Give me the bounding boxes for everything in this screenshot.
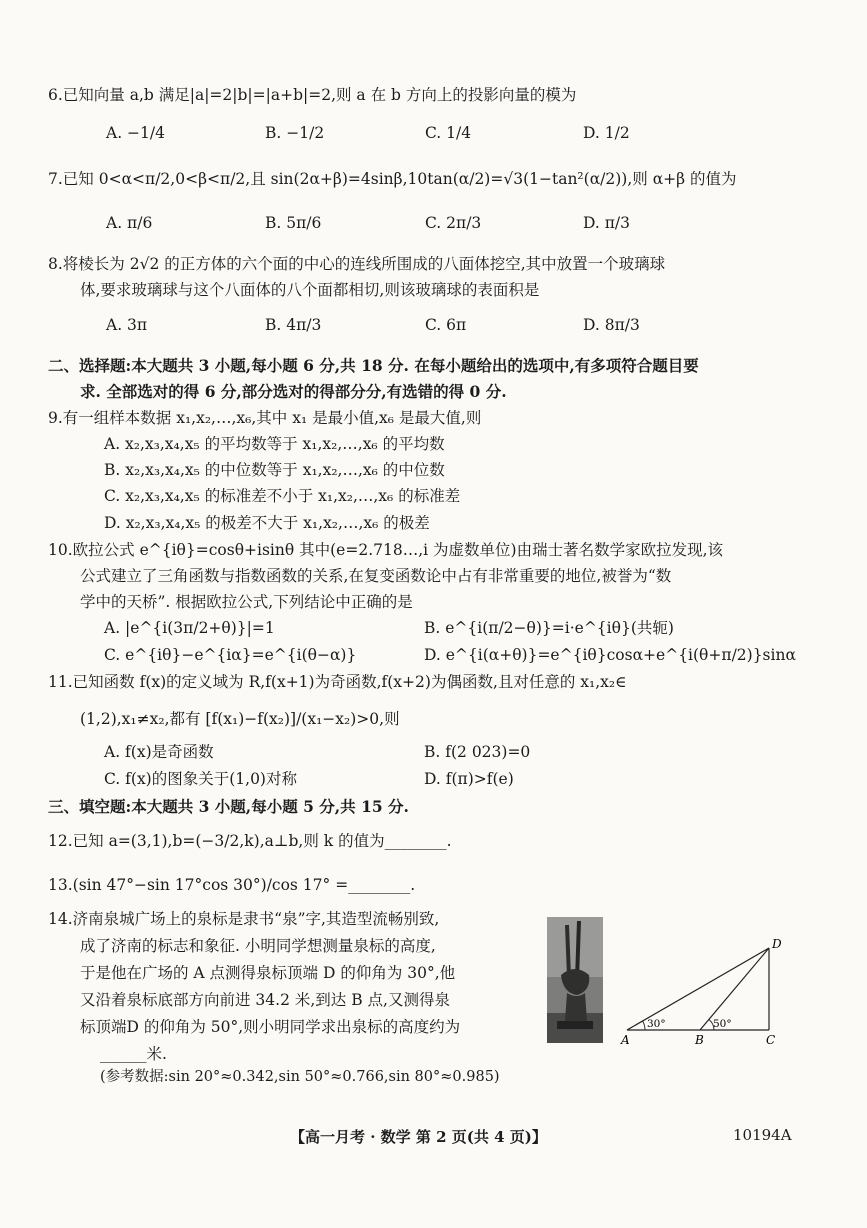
paper-code: 10194A — [733, 1126, 792, 1144]
q11-option-d: D. f(π)>f(e) — [424, 770, 514, 788]
q7-option-d: D. π/3 — [583, 214, 630, 232]
monument-photo — [547, 917, 603, 1043]
page-footer: 【高一月考 · 数学 第 2 页(共 4 页)】 — [290, 1128, 547, 1146]
q14-line3: 于是他在广场的 A 点测得泉标顶端 D 的仰角为 30°,他 — [80, 964, 456, 982]
q6-stem: 6.已知向量 a,b 满足|a|=2|b|=|a+b|=2,则 a 在 b 方向上的投影向量的模为 — [48, 86, 577, 104]
q10-option-a: A. |e^{i(3π/2+θ)}|=1 — [104, 619, 275, 637]
q7-stem: 7.已知 0<α<π/2,0<β<π/2,且 sin(2α+β)=4sinβ,10tan(α/2)=√3(1−tan²(α/2)),则 α+β 的值为 — [48, 170, 737, 188]
q14-line1: 14.济南泉城广场上的泉标是隶书“泉”字,其造型流畅别致, — [48, 910, 440, 928]
q10-stem-line3: 学中的天桥”. 根据欧拉公式,下列结论中正确的是 — [80, 593, 413, 611]
q14-line5: 标顶端D 的仰角为 50°,则小明同学求出泉标的高度约为 — [80, 1018, 461, 1036]
q7-option-b: B. 5π/6 — [265, 214, 322, 232]
section2-heading-line2: 求. 全部选对的得 6 分,部分选对的得部分分,有选错的得 0 分. — [80, 382, 507, 401]
q10-option-d: D. e^{i(α+θ)}=e^{iθ}cosα+e^{i(θ+π/2)}sinα — [424, 646, 796, 664]
q6-option-b: B. −1/2 — [265, 124, 325, 142]
diagram-label-a: A — [621, 1033, 630, 1046]
q8-stem-line1: 8.将棱长为 2√2 的正方体的六个面的中心的连线所围成的八面体挖空,其中放置一个玻璃球 — [48, 255, 666, 273]
q11-option-c: C. f(x)的图象关于(1,0)对称 — [104, 770, 297, 788]
q12-stem: 12.已知 a=(3,1),b=(−3/2,k),a⊥b,则 k 的值为________. — [48, 832, 452, 850]
q10-option-b: B. e^{i(π/2−θ)}=i·e^{iθ}(共轭) — [424, 619, 674, 637]
q9-option-b: B. x₂,x₃,x₄,x₅ 的中位数等于 x₁,x₂,…,x₆ 的中位数 — [104, 461, 445, 479]
q7-option-a: A. π/6 — [106, 214, 153, 232]
q8-option-b: B. 4π/3 — [265, 316, 322, 334]
q13-stem: 13.(sin 47°−sin 17°cos 30°)/cos 17° =________. — [48, 876, 416, 894]
q11-stem-line2: (1,2),x₁≠x₂,都有 [f(x₁)−f(x₂)]/(x₁−x₂)>0,则 — [80, 710, 400, 728]
q9-option-c: C. x₂,x₃,x₄,x₅ 的标准差不小于 x₁,x₂,…,x₆ 的标准差 — [104, 487, 461, 505]
q10-stem-line1: 10.欧拉公式 e^{iθ}=cosθ+isinθ 其中(e=2.718…,i 为虚数单位)由瑞士著名数学家欧拉发现,该 — [48, 541, 724, 559]
q8-option-c: C. 6π — [425, 316, 467, 334]
q14-line2: 成了济南的标志和象征. 小明同学想测量泉标的高度, — [80, 937, 436, 955]
q14-line4: 又沿着泉标底部方向前进 34.2 米,到达 B 点,又测得泉 — [80, 991, 450, 1009]
q9-stem: 9.有一组样本数据 x₁,x₂,…,x₆,其中 x₁ 是最小值,x₆ 是最大值,则 — [48, 409, 482, 427]
diagram-label-b: B — [695, 1033, 704, 1046]
q11-option-b: B. f(2 023)=0 — [424, 743, 531, 761]
q8-option-a: A. 3π — [106, 316, 148, 334]
q9-option-a: A. x₂,x₃,x₄,x₅ 的平均数等于 x₁,x₂,…,x₆ 的平均数 — [104, 435, 445, 453]
q9-option-d: D. x₂,x₃,x₄,x₅ 的极差不大于 x₁,x₂,…,x₆ 的极差 — [104, 514, 430, 532]
q6-option-d: D. 1/2 — [583, 124, 630, 142]
q8-stem-line2: 体,要求玻璃球与这个八面体的八个面都相切,则该玻璃球的表面积是 — [80, 281, 540, 299]
q6-option-a: A. −1/4 — [106, 124, 165, 142]
q6-option-c: C. 1/4 — [425, 124, 472, 142]
q7-option-c: C. 2π/3 — [425, 214, 482, 232]
q10-stem-line2: 公式建立了三角函数与指数函数的关系,在复变函数论中占有非常重要的地位,被誉为“数 — [80, 567, 672, 585]
q11-option-a: A. f(x)是奇函数 — [104, 743, 214, 761]
q8-option-d: D. 8π/3 — [583, 316, 640, 334]
section2-heading-line1: 二、选择题:本大题共 3 小题,每小题 6 分,共 18 分. 在每小题给出的选项中,有多项符合题目要 — [48, 356, 699, 375]
diagram-label-d: D — [772, 937, 782, 951]
diagram-angle-a: 30° — [647, 1018, 666, 1030]
q10-option-c: C. e^{iθ}−e^{iα}=e^{i(θ−α)} — [104, 646, 357, 664]
elevation-diagram — [617, 934, 787, 1046]
section3-heading: 三、填空题:本大题共 3 小题,每小题 5 分,共 15 分. — [48, 797, 409, 816]
diagram-angle-b: 50° — [713, 1018, 732, 1030]
diagram-label-c: C — [766, 1033, 776, 1046]
q14-reference-data: (参考数据:sin 20°≈0.342,sin 50°≈0.766,sin 80°≈0.985) — [100, 1069, 500, 1085]
q14-line6: ______米. — [100, 1045, 167, 1063]
q11-stem-line1: 11.已知函数 f(x)的定义域为 R,f(x+1)为奇函数,f(x+2)为偶函数,且对任意的 x₁,x₂∈ — [48, 673, 627, 691]
